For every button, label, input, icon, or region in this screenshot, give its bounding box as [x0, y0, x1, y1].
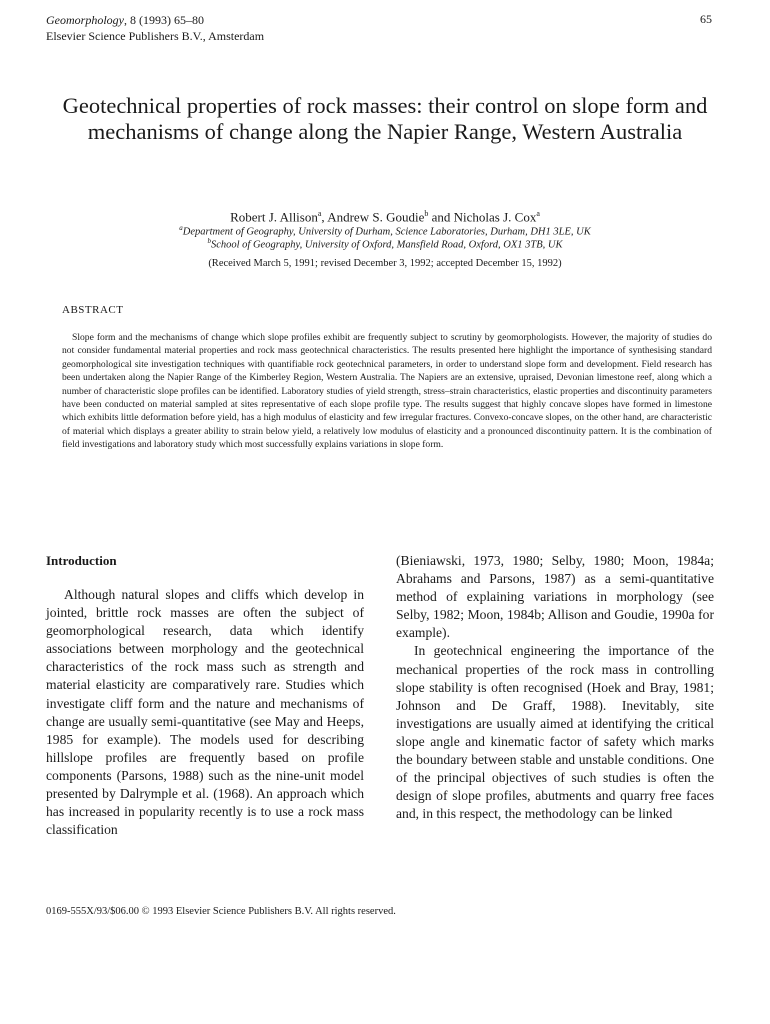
- author-3: Nicholas J. Cox: [453, 209, 537, 225]
- body-paragraph: (Bieniawski, 1973, 1980; Selby, 1980; Moon, 1984a; Abrahams and Parsons, 1987) as a semi-quantitative method of explaining variations in morphology (see Selby, 1982; Moon, 1984b; Allison and Goudie, 1990a for example).: [396, 553, 714, 641]
- affiliation-text: School of Geography, University of Oxford, Mansfield Road, Oxford, OX1 3TB, UK: [210, 239, 563, 251]
- publisher: Elsevier Science Publishers B.V., Amsterdam: [46, 29, 265, 43]
- author-1-affiliation-mark: a: [317, 209, 322, 218]
- article-title: Geotechnical properties of rock masses: their control on slope form and mechanisms of change along the Napier Range, Western Australia: [62, 93, 708, 144]
- author-separator: and: [428, 209, 454, 225]
- left-column: [46, 552, 364, 839]
- author-separator: ,: [321, 209, 328, 225]
- journal-citation: [46, 12, 264, 44]
- received-dates: (Received March 5, 1991; revised December 3, 1992; accepted December 15, 1992): [208, 258, 562, 269]
- journal-issue: , 8 (1993) 65–80: [124, 13, 204, 27]
- abstract-text: Slope form and the mechanisms of change which slope profiles exhibit are frequently subject to scrutiny by geomorphologists. However, the majority of studies do not consider fundamental material properties and rock mass geotechnical characteristics. The results presented here highlight the importance of synthesising standard geomorphological site investigation techniques with quantifiable rock geotechnical parameters, in order to understand slope form and development. Field research has been undertaken along the Napier Range of the Kimberley Region, Western Australia. The Napiers are an extensive, upraised, Devonian limestone reef, along which a number of characteristic slope profiles can be identified. Laboratory studies of yield strength, stress–strain characteristics, elastic properties and discontinuity parameters have been conducted on material sampled at sites representative of each slope profile type. The results suggest that highly concave slopes have formed in limestone which exhibits little deformation before yield, has a high modulus of elasticity and few irregular fractures. Convexo-concave slopes, on the other hand, are characteristic of material which displays a greater ability to strain below yield, a relatively low modulus of elasticity and a pronounced discontinuity pattern. It is the combination of field investigations and laboratory study which most successfully explains variations in slope form.: [62, 332, 712, 451]
- journal-reference: [46, 12, 264, 28]
- right-column: [396, 552, 714, 823]
- affiliation-oxford: [40, 235, 730, 252]
- abstract-heading: ABSTRACT: [62, 304, 124, 316]
- section-heading-introduction: Introduction: [46, 553, 117, 568]
- affiliation-text: Department of Geography, University of Durham, Science Laboratories, Durham, DH1 3LE, UK: [182, 226, 591, 238]
- affiliation-mark: b: [207, 237, 211, 245]
- author-1: Robert J. Allison: [230, 209, 318, 225]
- page-number: 65: [700, 12, 712, 26]
- author-2-affiliation-mark: b: [424, 209, 429, 218]
- author-2: Andrew S. Goudie: [327, 209, 425, 225]
- journal-name: Geomorphology: [46, 13, 124, 27]
- body-paragraph: In geotechnical engineering the importance of the mechanical properties of the rock mass in controlling slope stability is often recognised (Hoek and Bray, 1981; Johnson and De Graff, 1988). Inevitably, site investigations are usually aimed at identifying the critical slope angle and kinematic factor of safety which marks the boundary between stable and unstable conditions. One of the principal objectives of such studies is often the design of slope profiles, abutments and quarry free faces and, in this respect, the methodology can be linked: [396, 643, 714, 822]
- body-paragraph: Although natural slopes and cliffs which develop in jointed, brittle rock masses are often the subject of geomorphological research, data which identify associations between morphology and the geotechnical characteristics of the rock mass such as strength and material elasticity are comparatively rare. Studies which investigate cliff form and the nature and mechanisms of change are usually semi-quantitative (see May and Heeps, 1985 for example). The models used for describing hillslope profiles are frequently based on profile components (Parsons, 1988) such as the nine-unit model presented by Dalrymple et al. (1968). An approach which has increased in popularity recently is to use a rock mass classification: [46, 587, 364, 838]
- author-3-affiliation-mark: a: [536, 209, 540, 218]
- copyright-footer: 0169-555X/93/$06.00 © 1993 Elsevier Science Publishers B.V. All rights reserved.: [46, 906, 396, 917]
- affiliation-mark: a: [179, 224, 183, 232]
